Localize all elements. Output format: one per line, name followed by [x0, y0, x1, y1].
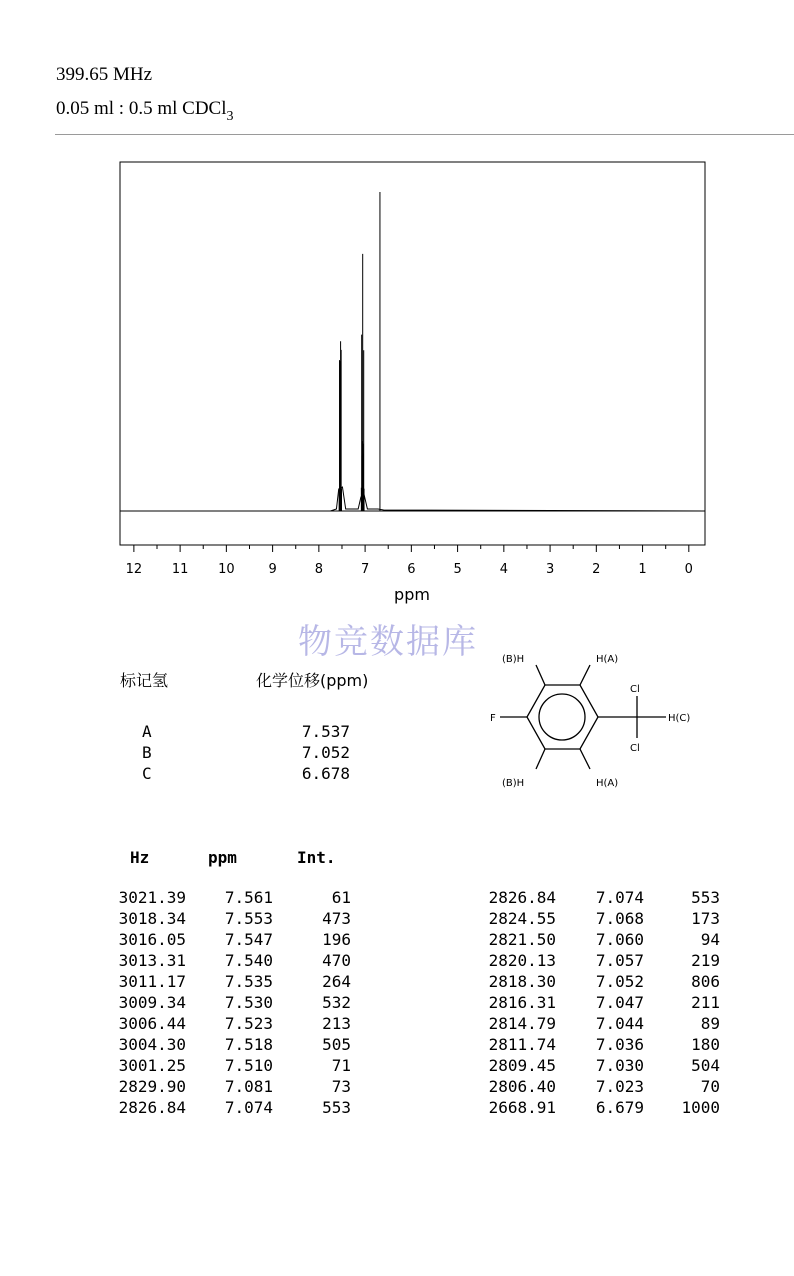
- x-tick-label: 10: [218, 562, 235, 577]
- peak-intensity: 211: [691, 993, 720, 1012]
- peak-ppm: 7.057: [595, 951, 644, 970]
- peak-ppm: 7.561: [224, 888, 273, 907]
- peak-header-hz: Hz: [130, 848, 150, 867]
- peak-hz: 3013.31: [118, 951, 186, 970]
- atom-label: (B)H: [502, 654, 525, 665]
- x-axis-tick-labels: [126, 562, 693, 577]
- peak-hz: 3004.30: [118, 1035, 186, 1054]
- peak-ppm: 7.081: [224, 1077, 273, 1096]
- peak-intensity: 173: [691, 909, 720, 928]
- x-tick-label: 8: [314, 562, 323, 577]
- peak-hz: 3021.39: [118, 888, 186, 907]
- spectrum-trace: [120, 487, 705, 511]
- peak-intensity: 532: [322, 993, 351, 1012]
- peak-hz: 2820.13: [488, 951, 556, 970]
- assignment-header-label: 标记氢: [120, 671, 169, 690]
- peak-ppm: 7.047: [595, 993, 644, 1012]
- peak-ppm: 7.060: [595, 930, 644, 949]
- peak-ppm: 7.518: [224, 1035, 273, 1054]
- peak-ppm: 6.679: [595, 1098, 644, 1117]
- plot-frame: [120, 162, 705, 545]
- peak-ppm: 7.044: [595, 1014, 644, 1033]
- peak-intensity: 473: [322, 909, 351, 928]
- x-tick-label: 7: [360, 562, 370, 577]
- peak-intensity: 219: [691, 951, 720, 970]
- bond: [536, 665, 545, 685]
- atom-label: H(C): [668, 713, 691, 724]
- peak-ppm: 7.553: [224, 909, 273, 928]
- solvent-text: 0.05 ml : 0.5 ml CDCl: [56, 98, 227, 119]
- peak-ppm: 7.510: [224, 1056, 273, 1075]
- assignment-label: A: [142, 722, 152, 741]
- atom-label: H(A): [596, 654, 619, 665]
- peak-ppm: 7.074: [595, 888, 644, 907]
- aromatic-circle: [539, 694, 585, 740]
- solvent-subscript: 3: [226, 109, 234, 124]
- peak-hz: 2824.55: [488, 909, 556, 928]
- peak-hz: 2806.40: [488, 1077, 556, 1096]
- peak-intensity: 213: [322, 1014, 351, 1033]
- spectrometer-frequency: 399.65 MHz: [56, 64, 153, 85]
- peak-ppm: 7.030: [595, 1056, 644, 1075]
- peak-hz: 2814.79: [488, 1014, 556, 1033]
- spectrum-peaks: [339, 192, 380, 511]
- peak-ppm: 7.036: [595, 1035, 644, 1054]
- peak-hz: 2668.91: [488, 1098, 556, 1117]
- peak-header-int: Int.: [297, 848, 336, 867]
- peak-ppm: 7.540: [224, 951, 273, 970]
- peak-intensity: 505: [322, 1035, 351, 1054]
- peak-intensity: 553: [691, 888, 720, 907]
- x-tick-label: 4: [499, 562, 508, 577]
- atom-label: H(A): [596, 778, 619, 789]
- peak-hz: 3006.44: [118, 1014, 186, 1033]
- molecule-structure: [480, 645, 730, 795]
- x-tick-label: 9: [268, 562, 277, 577]
- peak-intensity: 504: [691, 1056, 720, 1075]
- assignment-shift: 7.052: [301, 743, 350, 762]
- assignment-shift: 7.537: [301, 722, 350, 741]
- atom-label: Cl: [630, 743, 640, 754]
- peak-intensity: 73: [331, 1077, 351, 1096]
- bond: [536, 749, 545, 769]
- x-tick-label: 3: [545, 562, 555, 577]
- peak-intensity: 196: [322, 930, 351, 949]
- atom-label: (B)H: [502, 778, 525, 789]
- peak-hz: 2829.90: [118, 1077, 186, 1096]
- atom-label: F: [490, 713, 496, 724]
- watermark: 物竞数据库: [298, 622, 478, 662]
- peak-hz: 2826.84: [488, 888, 556, 907]
- bond: [580, 665, 590, 685]
- peak-intensity: 180: [691, 1035, 720, 1054]
- peak-intensity: 470: [322, 951, 351, 970]
- x-tick-label: 5: [453, 562, 462, 577]
- bond: [580, 749, 590, 769]
- peak-hz: 3016.05: [118, 930, 186, 949]
- peak-hz: 3011.17: [118, 972, 186, 991]
- x-axis-ticks: [134, 545, 689, 552]
- peak-intensity: 553: [322, 1098, 351, 1117]
- peak-hz: 3009.34: [118, 993, 186, 1012]
- peak-intensity: 70: [700, 1077, 720, 1096]
- assignment-label: C: [142, 764, 152, 783]
- peak-ppm: 7.547: [224, 930, 273, 949]
- assignment-shift: 6.678: [301, 764, 350, 783]
- peak-hz: 2826.84: [118, 1098, 186, 1117]
- peak-intensity: 1000: [681, 1098, 720, 1117]
- peak-hz: 2816.31: [488, 993, 556, 1012]
- peak-hz: 2821.50: [488, 930, 556, 949]
- x-tick-label: 11: [171, 562, 189, 577]
- peak-hz: 2809.45: [488, 1056, 556, 1075]
- peak-hz: 3018.34: [118, 909, 186, 928]
- x-tick-label: 6: [407, 562, 416, 577]
- peak-ppm: 7.023: [595, 1077, 644, 1096]
- x-tick-label: 2: [592, 562, 601, 577]
- x-tick-label: 12: [125, 562, 143, 577]
- nmr-spectrum-chart: [0, 0, 794, 620]
- peak-ppm: 7.052: [595, 972, 644, 991]
- peak-hz: 2818.30: [488, 972, 556, 991]
- peak-intensity: 71: [331, 1056, 351, 1075]
- x-tick-label: 1: [638, 562, 647, 577]
- peak-ppm: 7.535: [224, 972, 273, 991]
- peak-intensity: 94: [700, 930, 720, 949]
- peak-intensity: 61: [331, 888, 351, 907]
- peak-intensity: 806: [691, 972, 720, 991]
- peak-ppm: 7.074: [224, 1098, 273, 1117]
- assignment-header-shift: 化学位移(ppm): [256, 671, 369, 690]
- peak-ppm: 7.523: [224, 1014, 273, 1033]
- peak-intensity: 264: [322, 972, 351, 991]
- assignment-label: B: [142, 743, 152, 762]
- x-tick-label: 0: [684, 562, 693, 577]
- peak-hz: 2811.74: [488, 1035, 556, 1054]
- peak-hz: 3001.25: [118, 1056, 186, 1075]
- peak-header-ppm: ppm: [208, 848, 237, 867]
- peak-ppm: 7.068: [595, 909, 644, 928]
- peak-ppm: 7.530: [224, 993, 273, 1012]
- peak-intensity: 89: [700, 1014, 720, 1033]
- atom-label: Cl: [630, 684, 640, 695]
- x-axis-label: ppm: [394, 585, 430, 604]
